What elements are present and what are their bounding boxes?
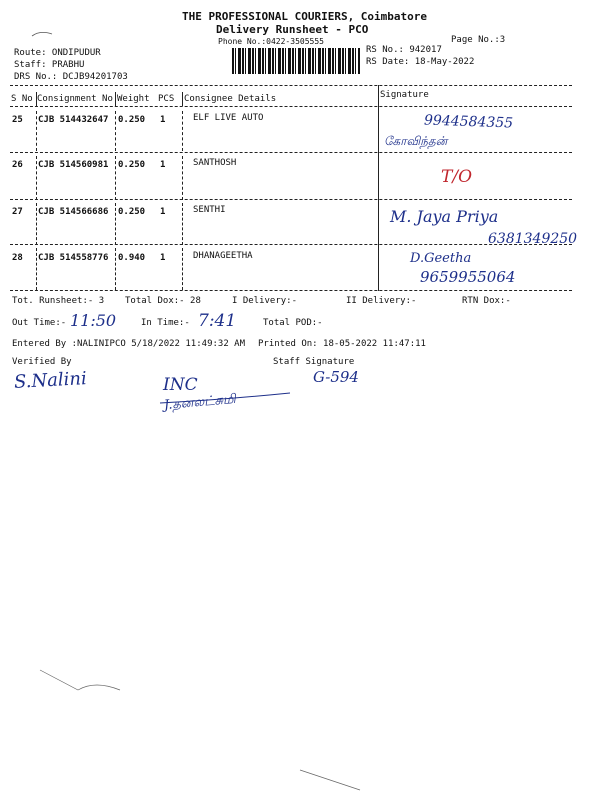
row-pcs: 1 bbox=[160, 115, 166, 125]
drs-number: DRS No.: DCJB94201703 bbox=[14, 72, 128, 82]
row-consignee: SANTHOSH bbox=[193, 158, 237, 168]
row-sno: 26 bbox=[12, 160, 23, 170]
col-header-consignee: Consignee Details bbox=[184, 94, 277, 104]
in-time-value: 7:41 bbox=[198, 311, 237, 331]
row-consignee: SENTHI bbox=[193, 205, 226, 215]
row-pcs: 1 bbox=[160, 253, 166, 263]
staff-signature-label: Staff Signature bbox=[273, 357, 355, 367]
row-weight: 0.940 bbox=[118, 253, 146, 263]
col-header-weight: Weight bbox=[117, 94, 150, 104]
rs-date: RS Date: 18-May-2022 bbox=[366, 57, 475, 67]
row-sno: 27 bbox=[12, 207, 23, 217]
row-consignment: CJB 514566686 bbox=[38, 207, 109, 217]
route: Route: ONDIPUDUR bbox=[14, 48, 101, 58]
col-header-pcs: PCS bbox=[158, 94, 175, 104]
in-time-label: In Time:- bbox=[141, 318, 190, 328]
ii-delivery: II Delivery:- bbox=[346, 296, 417, 306]
row-signature: T/O bbox=[441, 167, 473, 187]
total-dox: Total Dox:- 28 bbox=[125, 296, 201, 306]
row-signature: கோவிந்தன் bbox=[384, 134, 448, 148]
row-consignment: CJB 514432647 bbox=[38, 115, 109, 125]
runsheet-subtitle: Delivery Runsheet - PCO bbox=[216, 23, 369, 36]
row-signature-phone: 6381349250 bbox=[488, 231, 578, 247]
row-consignee: ELF LIVE AUTO bbox=[193, 113, 264, 123]
staff-name: Staff: PRABHU bbox=[14, 60, 85, 70]
row-signature-phone: 9659955064 bbox=[420, 268, 516, 286]
row-consignment: CJB 514558776 bbox=[38, 253, 109, 263]
entered-by: Entered By :NALINIPCO 5/18/2022 11:49:32 AM bbox=[12, 339, 245, 349]
row-signature-phone: 9944584355 bbox=[423, 112, 514, 132]
row-sno: 28 bbox=[12, 253, 23, 263]
i-delivery: I Delivery:- bbox=[232, 296, 298, 306]
total-runsheet: Tot. Runsheet:- 3 bbox=[12, 296, 105, 306]
company-title: THE PROFESSIONAL COURIERS, Coimbatore bbox=[182, 10, 428, 23]
col-header-sno: S No bbox=[11, 94, 33, 104]
row-pcs: 1 bbox=[160, 160, 166, 170]
row-weight: 0.250 bbox=[118, 207, 146, 217]
out-time-label: Out Time:- bbox=[12, 318, 67, 328]
staff-code: G-594 bbox=[313, 368, 359, 386]
inc-mark: INC bbox=[163, 375, 198, 395]
rs-number: RS No.: 942017 bbox=[366, 45, 442, 55]
row-signature: M. Jaya Priya bbox=[390, 207, 499, 226]
out-time-value: 11:50 bbox=[70, 311, 117, 330]
printed-on: Printed On: 18-05-2022 11:47:11 bbox=[258, 339, 426, 349]
row-consignment: CJB 514560981 bbox=[38, 160, 109, 170]
page-number: Page No.:3 bbox=[451, 35, 506, 45]
verified-signature: S.Nalini bbox=[13, 368, 88, 393]
phone-number: Phone No.:0422-3505555 bbox=[218, 37, 324, 46]
col-header-consignment: Consignment No bbox=[37, 94, 113, 104]
row-weight: 0.250 bbox=[118, 160, 146, 170]
total-pod: Total POD:- bbox=[263, 318, 323, 328]
row-consignee: DHANAGEETHA bbox=[193, 251, 253, 261]
row-weight: 0.250 bbox=[118, 115, 146, 125]
inc-signature: J.தனலட்சுமி bbox=[163, 391, 237, 414]
row-signature: D.Geetha bbox=[410, 251, 472, 266]
col-header-signature: Signature bbox=[380, 90, 429, 100]
row-sno: 25 bbox=[12, 115, 23, 125]
row-pcs: 1 bbox=[160, 207, 166, 217]
verified-by-label: Verified By bbox=[12, 357, 72, 367]
rtn-dox: RTN Dox:- bbox=[462, 296, 511, 306]
